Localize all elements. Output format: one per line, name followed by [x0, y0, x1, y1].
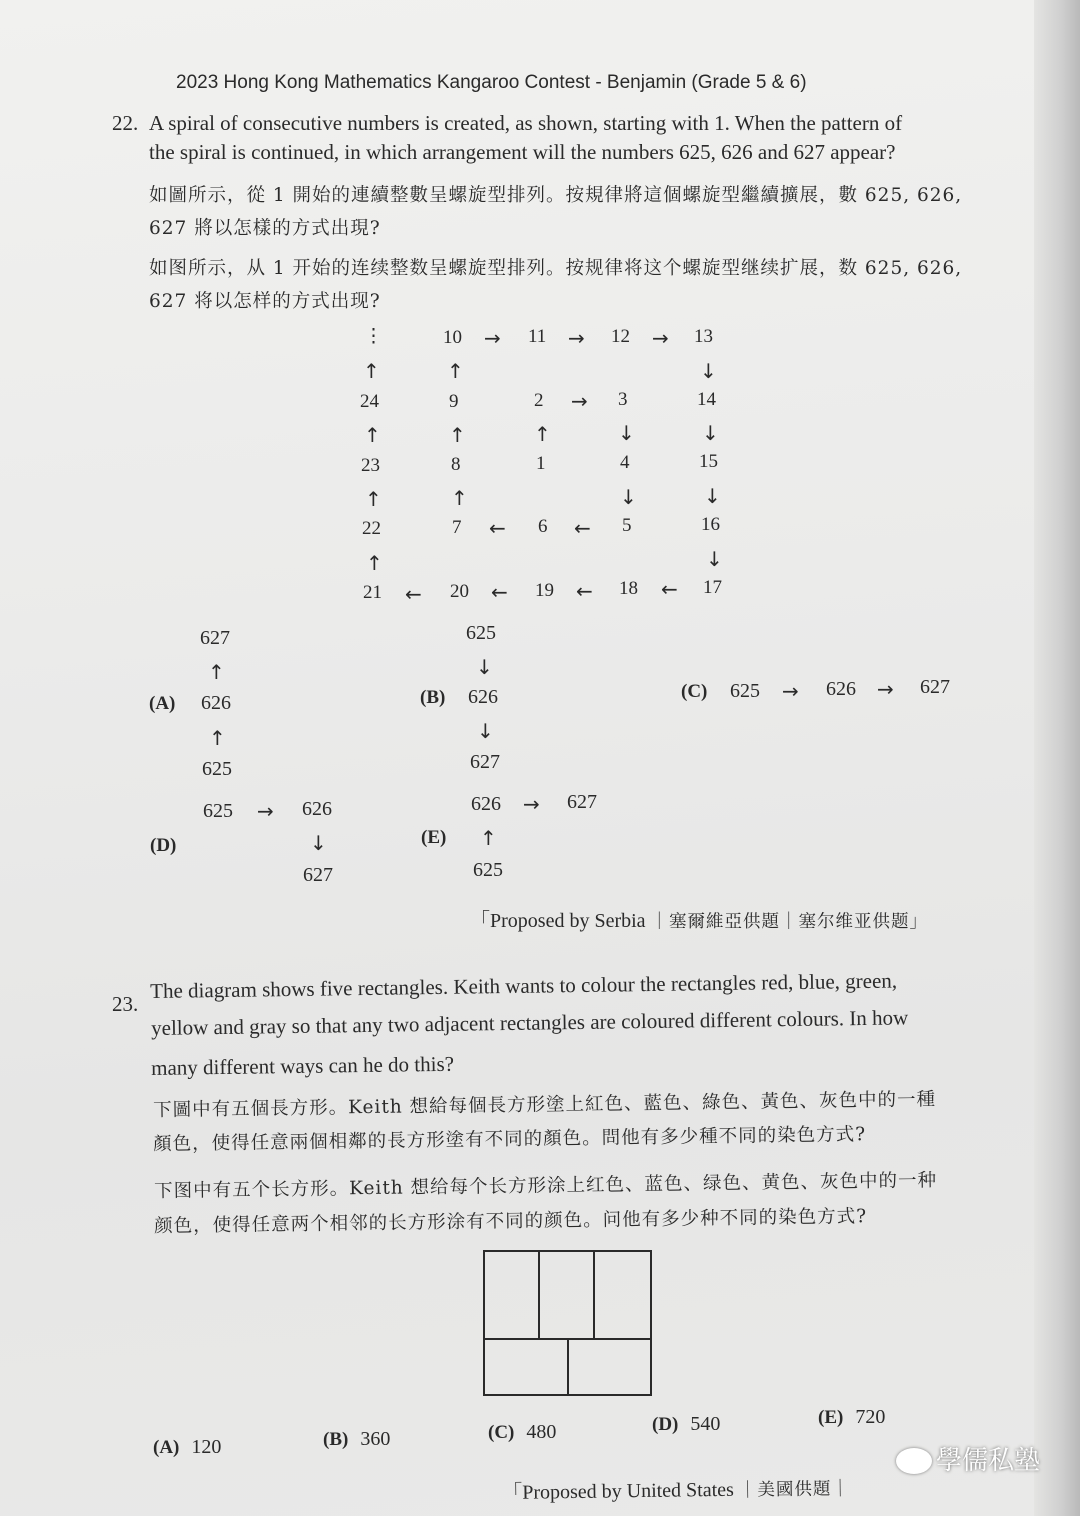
option-value: 120 — [191, 1436, 222, 1458]
arrow-left: ← — [491, 580, 508, 604]
option-value: 625 — [203, 800, 233, 822]
arrow-down: ↓ — [477, 719, 494, 743]
option-label: (C) — [681, 681, 708, 702]
q23-text-en-2: yellow and gray so that any two adjacent rectangles are coloured different colours. In how — [151, 1005, 909, 1040]
arrow-down: ↓ — [620, 485, 637, 509]
spiral-number: 7 — [452, 517, 462, 538]
spiral-number: 11 — [528, 326, 547, 347]
option-label: (E) — [421, 827, 447, 848]
option-label: (D) — [150, 835, 177, 856]
arrow-up: ↑ — [534, 422, 551, 446]
option-label: (E) — [818, 1407, 844, 1428]
proposed-en: 「Proposed by Serbia — [470, 910, 646, 932]
q23-option-d — [652, 1413, 720, 1436]
spiral-number: 21 — [363, 582, 382, 603]
arrow-up: ↑ — [451, 486, 468, 510]
q23-proposed-by — [502, 1471, 850, 1505]
option-value: 360 — [360, 1428, 391, 1450]
q22-text-zh-trad-2: 627 將以怎樣的方式出現? — [149, 218, 381, 239]
arrow-right: → — [257, 799, 274, 823]
q22-text-zh-simp-1: 如图所示，从 1 开始的连续整数呈螺旋型排列。按规律将这个螺旋型继续扩展，数 625, 626, — [149, 258, 963, 279]
spiral-number: 20 — [450, 581, 469, 602]
page-edge-shadow — [1034, 0, 1080, 1516]
arrow-down: ↓ — [618, 421, 635, 445]
rectangle-bottom-right — [567, 1338, 652, 1396]
q22-text-en-1: A spiral of consecutive numbers is created, as shown, starting with 1. When the pattern of — [149, 111, 903, 135]
q22-text-en-2: the spiral is continued, in which arrangement will the numbers 625, 626 and 627 appear? — [149, 140, 896, 164]
q23-text-zh-trad-2: 顏色，使得任意兩個相鄰的長方形塗有不同的顏色。問他有多少種不同的染色方式? — [153, 1124, 867, 1155]
option-value: 626 — [471, 793, 501, 815]
spiral-number: 6 — [538, 516, 548, 537]
spiral-number: 16 — [701, 514, 720, 535]
arrow-right: → — [877, 677, 894, 701]
spiral-dots: ⋮ — [364, 326, 383, 347]
spiral-number: 15 — [699, 451, 718, 472]
arrow-up: ↑ — [366, 551, 383, 575]
arrow-up: ↑ — [365, 487, 382, 511]
option-value: 625 — [202, 758, 232, 780]
spiral-number: 14 — [697, 389, 716, 410]
q23-text-zh-simp-2: 颜色，使得任意两个相邻的长方形涂有不同的颜色。问他有多少种不同的染色方式? — [154, 1206, 868, 1237]
watermark-text: 學儒私塾 — [935, 1446, 1040, 1476]
arrow-left: ← — [489, 516, 506, 540]
arrow-down: ↓ — [310, 831, 327, 855]
arrow-left: ← — [661, 577, 678, 601]
arrow-left: ← — [576, 579, 593, 603]
q23-text-en-1: The diagram shows five rectangles. Keith wants to colour the rectangles red, blue, green, — [150, 968, 898, 1003]
q23-option-a — [153, 1436, 221, 1459]
arrow-down: ↓ — [476, 655, 493, 679]
option-label: (B) — [420, 687, 446, 708]
option-label: (D) — [652, 1414, 679, 1435]
option-value: 625 — [730, 680, 760, 702]
option-value: 627 — [303, 864, 333, 886]
option-value: 720 — [855, 1406, 886, 1428]
arrow-down: ↓ — [700, 359, 717, 383]
arrow-right: → — [484, 326, 501, 350]
option-label: (B) — [323, 1429, 349, 1450]
spiral-number: 9 — [449, 391, 459, 412]
arrow-up: ↑ — [449, 423, 466, 447]
arrow-left: ← — [574, 516, 591, 540]
spiral-number: 22 — [362, 518, 381, 539]
option-value: 626 — [302, 798, 332, 820]
spiral-number: 23 — [361, 455, 380, 476]
option-label: (C) — [488, 1422, 515, 1443]
q23-text-zh-trad-1: 下圖中有五個長方形。Keith 想給每個長方形塗上紅色、藍色、綠色、黃色、灰色中的一種 — [153, 1089, 937, 1121]
option-value: 625 — [466, 622, 496, 644]
spiral-number: 4 — [620, 452, 630, 473]
arrow-down: ↓ — [706, 547, 723, 571]
wechat-logo-icon — [896, 1448, 932, 1474]
option-label: (A) — [153, 1437, 180, 1458]
arrow-left: ← — [405, 582, 422, 606]
q22-number: 22. — [112, 111, 139, 135]
arrow-down: ↓ — [702, 421, 719, 445]
spiral-number: 24 — [360, 391, 379, 412]
arrow-right: → — [571, 389, 588, 413]
spiral-number: 5 — [622, 515, 632, 536]
option-value: 540 — [690, 1413, 721, 1435]
option-value: 627 — [200, 627, 230, 649]
arrow-up: ↑ — [208, 660, 225, 684]
rectangle-top-middle — [538, 1250, 595, 1340]
q23-option-c — [488, 1421, 556, 1444]
option-value: 626 — [468, 686, 498, 708]
arrow-right: → — [782, 679, 799, 703]
option-value: 626 — [826, 678, 856, 700]
q23-option-b — [323, 1428, 390, 1451]
q22-text-zh-simp-2: 627 将以怎样的方式出现? — [149, 291, 381, 312]
arrow-up: ↑ — [447, 359, 464, 383]
spiral-number: 2 — [534, 390, 544, 411]
arrow-up: ↑ — [480, 826, 497, 850]
rectangle-top-left — [483, 1250, 540, 1340]
option-value: 627 — [920, 676, 950, 698]
rectangle-bottom-left — [483, 1338, 569, 1396]
proposed-en: 「Proposed by United States — [502, 1478, 735, 1504]
option-value: 627 — [567, 791, 597, 813]
proposed-zh: ｜美國供題｜ — [738, 1479, 851, 1501]
spiral-number: 8 — [451, 454, 461, 475]
arrow-right: → — [523, 792, 540, 816]
arrow-down: ↓ — [704, 484, 721, 508]
option-value: 627 — [470, 751, 500, 773]
option-label: (A) — [149, 693, 176, 714]
arrow-up: ↑ — [209, 726, 226, 750]
spiral-number: 1 — [536, 453, 546, 474]
q22-text-zh-trad-1: 如圖所示，從 1 開始的連續整數呈螺旋型排列。按規律將這個螺旋型繼續擴展，數 625, 626, — [149, 185, 963, 206]
q23-text-zh-simp-1: 下图中有五个长方形。Keith 想给每个长方形涂上红色、蓝色、绿色、黄色、灰色中的一种 — [154, 1170, 938, 1202]
page-header: 2023 Hong Kong Mathematics Kangaroo Contest - Benjamin (Grade 5 & 6) — [176, 72, 807, 93]
q22-proposed-by — [470, 904, 928, 933]
spiral-number: 12 — [611, 326, 630, 347]
option-value: 625 — [473, 859, 503, 881]
option-value: 626 — [201, 692, 231, 714]
rectangle-top-right — [593, 1250, 652, 1340]
spiral-number: 3 — [618, 389, 628, 410]
option-value: 480 — [526, 1421, 557, 1443]
spiral-number: 19 — [535, 580, 554, 601]
q23-option-e — [818, 1406, 885, 1429]
arrow-up: ↑ — [364, 423, 381, 447]
proposed-zh: ｜塞爾維亞供題｜塞尔维亚供题」 — [650, 912, 929, 932]
spiral-number: 10 — [443, 327, 462, 348]
spiral-number: 13 — [694, 326, 713, 347]
arrow-up: ↑ — [363, 359, 380, 383]
spiral-number: 17 — [703, 577, 722, 598]
q23-number: 23. — [112, 992, 139, 1016]
q23-text-en-3: many different ways can he do this? — [151, 1051, 455, 1080]
spiral-number: 18 — [619, 578, 638, 599]
arrow-right: → — [652, 326, 669, 350]
arrow-right: → — [568, 326, 585, 350]
